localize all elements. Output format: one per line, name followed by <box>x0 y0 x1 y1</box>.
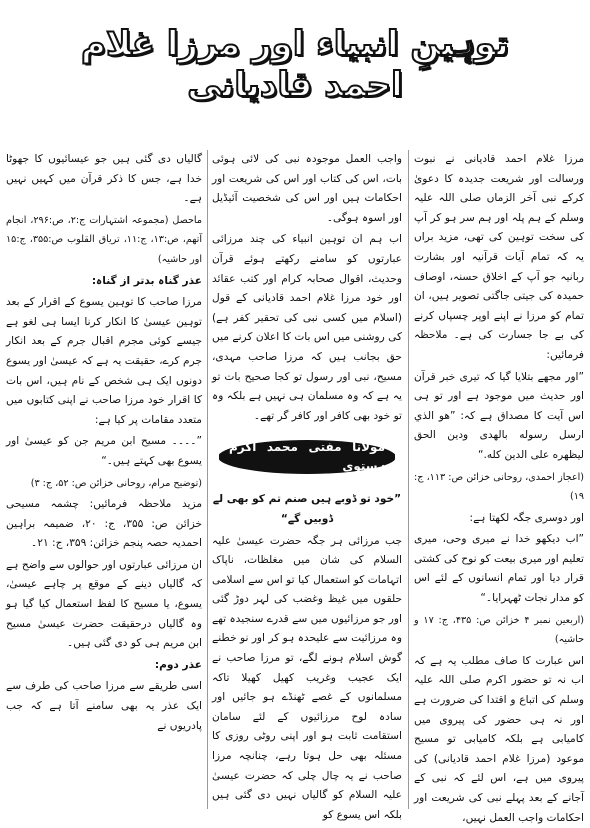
column-divider <box>207 150 208 809</box>
paragraph: اسی طریقے سے مرزا صاحب کی طرف سے ایک عذر یہ بھی سامنے آتا ہے کہ جب پادریوں نے <box>6 680 202 732</box>
paragraph: اور دوسری جگہ لکھتا ہے: <box>469 511 584 524</box>
section-heading: عذر گناہ بدتر از گناہ: <box>91 274 202 287</box>
paragraph: اب ہم ان توہین انبیاء کی چند مرزائی عبارتوں کو سامنے رکھتے ہوئے قرآن وحدیث، اقوال صحابہ کرام اور کتب عقائد اور خود مرزا غلام احمد قادیانی کے قول (اسلام میں کسی نبی کی تحقیر کفر ہے) کی روشنی میں اس بات کا اعلان کرنے میں حق بجانب ہیں کہ مرزا صاحب مہدی، مسیح، نبی اور رسول تو کجا صحیح بات تو یہ ہے کہ وہ مسلمان ہی نہیں ہے بلکہ وہ تو خود بھی کافر اور کافر گر تھے۔ <box>212 233 402 422</box>
author-name: مولانا مفتی محمد اکرم ہستوی <box>218 435 396 480</box>
text-column-left <box>6 150 202 811</box>
section-heading: عذر دوم: <box>154 658 202 671</box>
paragraph: مزید ملاحظہ فرمائیں: چشمہ مسیحی خزائن ص: ۳۵۵، ج: ۲۰، ضمیمہ براہین احمدیہ حصہ پنجم خزائن: ۳۵۹، ج: ۲۱۔ <box>6 498 202 550</box>
paragraph: اس عبارت کا صاف مطلب یہ ہے کہ اب نہ تو حضور اکرم صلی اللہ علیہ وسلم کی اتباع و اقتدا کی ضرورت ہے اور نہ ہی حضور کی پیروی میں کامیابی ہے بلکہ کامیابی تو مسیح موعود (مرزا غلام احمد قادیانی) کی پیروی میں ہے، اس لئے کہ نبی کے آجانے کے بعد پہلے نبی کی شریعت اور احکامات واجب العمل نہیں، <box>414 654 584 824</box>
paragraph: مرزا غلام احمد قادیانی نے نبوت ورسالت اور شریعت جدیدہ کا دعویٰ کرکے نبی آخر الزماں صلی اللہ علیہ وسلم کے ہم پلہ اور ہم سر ہو کر آپ کی سخت توہین کی تھی، مزید براں یہ کہ تمام آیات قرآنیہ اور بشارت ربانیہ جو آپ کے اخلاق حسنہ، اوصاف حمیدہ کی جیتی جاگتی تصویر ہیں، ان تمام کو مرزا نے اپنے اوپر چسپاں کرنے کی بے جا جسارت کی ہے۔ ملاحظہ فرمائیں: <box>414 153 584 361</box>
paragraph: ”اب دیکھو خدا نے میری وحی، میری تعلیم اور میری بیعت کو نوح کی کشتی قرار دیا اور تمام انسانوں کے لئے اس کو مدار نجات ٹھہرایا۔“ <box>414 533 584 605</box>
paragraph: جب مرزائی ہر جگہ حضرت عیسیٰ علیہ السلام کی شان میں مغلظات، ناپاک اتہامات کو استعمال کیا تو اس سے اسلامی حلقوں میں غیظ وغضب کی لہر دوڑ گئی اور جو مرزائیوں میں سے قدرے سنجیدہ تھے وہ مرزائیت سے علیحدہ ہو کر اور نو خطنے گوش اسلام ہونے لگے، تو مرزا صاحب نے ایک عجیب وغریب کھیل کھیلا تاکہ مسلمانوں کے غصے ٹھنڈے ہو جائیں اور سادہ لوح مرزائیوں کے لئے سامان استقامت ثابت ہو اور اپنی روٹی روزی کا مسئلہ بھی حل ہوتا رہے، چنانچہ مرزا صاحب نے یہ چال چلی کہ حضرت عیسیٰ علیہ السلام کو گالیاں نہیں دی گئی ہیں بلکہ اس یسوع کو <box>212 534 402 821</box>
paragraph: ”۔۔۔۔ مسیح ابن مریم جن کو عیسیٰ اور یسوع بھی کہتے ہیں۔“ <box>6 435 202 467</box>
text-column-right <box>414 150 585 824</box>
author-banner <box>218 440 396 474</box>
citation: (توضیح مرام، روحانی خزائن ص: ۵۲، ج: ۳) <box>30 477 202 489</box>
citation: ماحصل (مجموعہ اشتہارات ج:۲، ص:۲۹۶، انجام آتھم، ص:۱۳، ج:۱۱، تریاق القلوب ص:۳۵۵، ج:۱۵ اور حاشیہ) <box>6 214 202 265</box>
paragraph: ”اور مجھے بتلایا گیا کہ تیری خبر قرآن اور حدیث میں موجود ہے اور تو ہی اس آیت کا مصداق ہے کہ: ”هو الذي ارسل رسوله بالهدى ودين الحق ليظهره على الدين كله.“ <box>414 370 584 461</box>
paragraph: واجب العمل موجودہ نبی کی لائی ہوئی بات، اس کی کتاب اور اس کی شریعت اور احکامات ہیں اور اس کی شخصیت آئیڈیل اور اسوہ ہوگی۔ <box>212 153 402 224</box>
paragraph: ان مرزائی عبارتوں اور حوالوں سے واضح ہے کہ گالیاں دینے کے موقع پر چاہے عیسیٰ، یسوع، یا مسیح کا لفظ استعمال کیا گیا ہو وہ گالیاں درحقیقت حضرت عیسیٰ مسیح ابن مریم ہی کو دی گئی ہیں۔ <box>6 558 202 650</box>
text-column-middle <box>212 150 402 821</box>
article-title: توہینِ انبیاء اور مرزا غلام احمد قادیانی <box>81 24 509 105</box>
column-divider <box>408 150 409 809</box>
citation: (اعجاز احمدی، روحانی خزائن ص: ۱۱۳، ج: ۱۹) <box>414 471 584 503</box>
paragraph: مرزا صاحب کا توہین یسوع کے اقرار کے بعد توہین عیسیٰ کا انکار کرنا ایسا ہی لغو ہے جیسے کوئی مجرم اقبال جرم کے بعد انکار جرم کرے، حقیقت یہ ہے کہ عیسیٰ اور یسوع دونوں ایک ہی شخص کے نام ہیں، اس بات کا اقرار خود مرزا صاحب نے اپنی کتابوں میں متعدد مقامات پر کیا ہے: <box>6 296 202 426</box>
paragraph: گالیاں دی گئی ہیں جو عیسائیوں کا جھوٹا خدا ہے، جس کا ذکر قرآن میں کہیں نہیں ہے۔ <box>6 153 202 205</box>
citation: (اربعین نمبر ۴ خزائن ص: ۴۳۵، ج: ۱۷ و حاشیہ) <box>414 614 585 646</box>
quote-line: ”خود تو ڈوبے ہیں صنم تم کو بھی لے ڈوبیں گے“ <box>212 493 402 525</box>
